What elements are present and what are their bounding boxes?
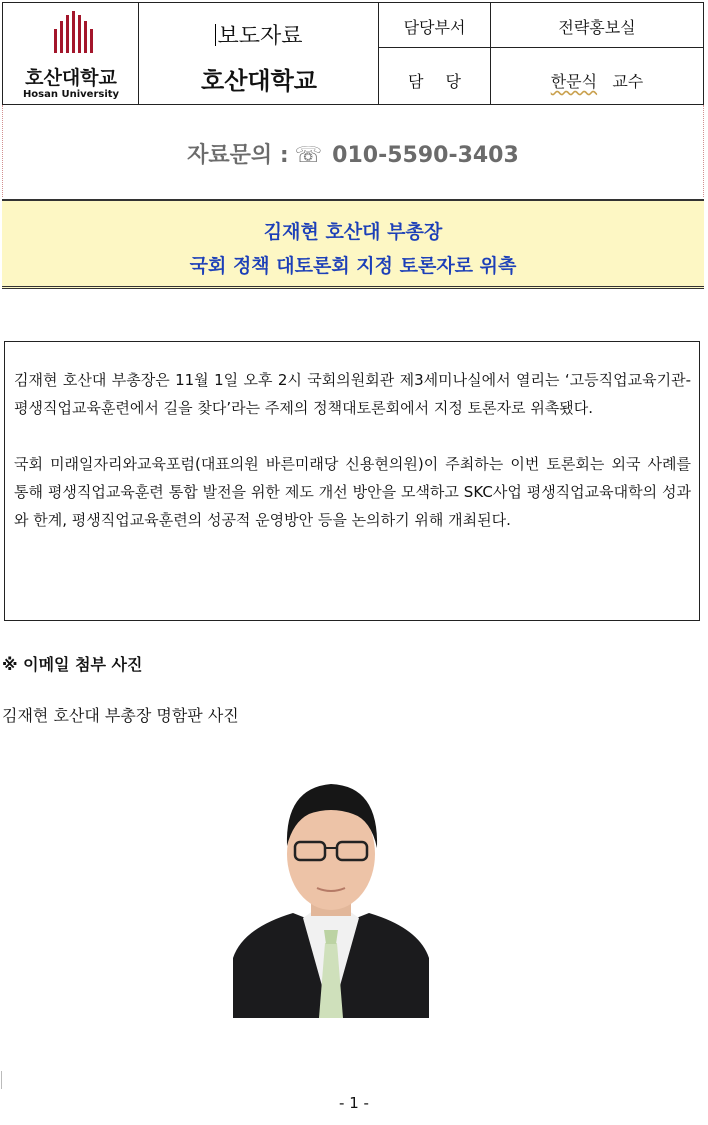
institution-title: 호산대학교 — [201, 67, 317, 95]
value-column — [491, 3, 703, 104]
article-body — [4, 341, 700, 621]
photo-caption: 김재현 호산대 부총장 명함판 사진 — [2, 706, 239, 725]
inquiry-label: 자료문의 : — [187, 143, 289, 168]
logo-name-en: Hosan University — [22, 89, 120, 100]
inquiry-line — [3, 138, 703, 169]
university-logo-icon — [51, 11, 93, 55]
inquiry-phone: 010-5590-3403 — [332, 143, 519, 168]
inquiry-box — [2, 105, 704, 197]
body-paragraph-1: 김재현 호산대 부총장은 11월 1일 오후 2시 국회의원회관 제3세미나실에서 열리는 ‘고등직업교육기관-평생직업교육훈련에서 길을 찾다’라는 주제의 정책대토론회에서 지정 토론자로 위촉됐다. — [14, 371, 691, 417]
press-release-header — [2, 2, 704, 105]
body-paragraph-2: 국회 미래일자리와교육포럼(대표의원 바른미래당 신용현의원)이 주최하는 이번 토론회는 외국 사례를 통해 평생직업교육훈련 통합 발전을 위한 제도 개선 방안을 모색하고 SKC사업 평생직업교육대학의 성과와 한계, 평생직업교육훈련의 성공적 운영방안 등을 논의하기 위해 개최된다. — [14, 455, 691, 529]
dept-value: 전략홍보실 — [558, 18, 636, 37]
label-column — [379, 3, 491, 104]
doc-type-title — [139, 19, 379, 50]
contact-person-name: 한문식 — [550, 72, 598, 91]
logo-cell — [3, 3, 139, 104]
contact-person-value: 한문식 교수 — [550, 72, 644, 91]
headline-line-1: 김재현 호산대 부총장 — [263, 221, 443, 243]
contact-person-label: 담당 — [408, 72, 483, 91]
dept-label: 담당부서 — [403, 18, 466, 37]
headline-line-2: 국회 정책 대토론회 지정 토론자로 위촉 — [189, 255, 517, 277]
header-divider — [379, 47, 703, 48]
logo-name-ko: 호산대학교 — [25, 67, 117, 89]
headline-box — [2, 199, 704, 289]
margin-marker — [1, 1071, 2, 1089]
portrait-photo — [233, 768, 429, 1018]
attachment-note: ※ 이메일 첨부 사진 — [2, 655, 143, 674]
doc-type-text: 보도자료 — [217, 24, 303, 49]
page-number: - 1 - — [339, 1094, 369, 1112]
title-cell — [139, 3, 379, 104]
phone-icon: ☏ — [294, 143, 323, 168]
